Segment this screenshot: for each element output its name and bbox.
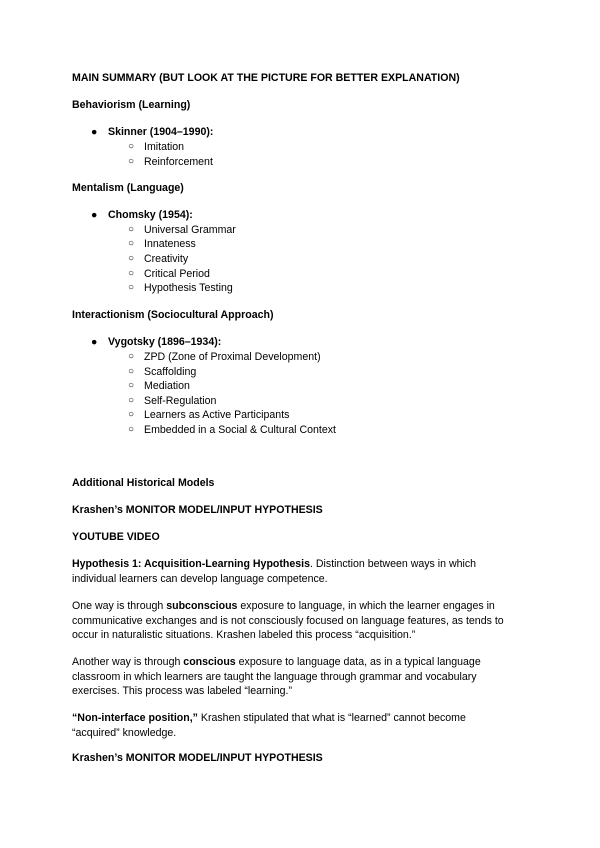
list-item: Embedded in a Social & Cultural Context [144, 424, 336, 436]
sub-bullet-icon: ○ [128, 380, 135, 391]
list-item: Universal Grammar [144, 224, 236, 236]
list-item: Creativity [144, 253, 189, 265]
list-item: Hypothesis Testing [144, 282, 233, 294]
sub-bullet-icon: ○ [128, 395, 135, 406]
sub-bullet-icon: ○ [128, 141, 135, 152]
main-summary-heading: MAIN SUMMARY (BUT LOOK AT THE PICTURE FOR BETTER EXPLANATION) [72, 72, 460, 84]
list-item: Reinforcement [144, 156, 213, 168]
sub-bullet-icon: ○ [128, 268, 135, 279]
hypothesis-1-title: Hypothesis 1: Acquisition-Learning Hypothesis [72, 558, 310, 570]
bullet-icon: ● [91, 209, 98, 221]
sub-bullet-icon: ○ [128, 424, 135, 435]
list-item: Critical Period [144, 268, 210, 280]
theorist-skinner: Skinner (1904–1990): [108, 126, 214, 138]
youtube-label: YOUTUBE VIDEO [72, 531, 160, 543]
conscious-paragraph: Another way is through conscious exposure to language data, as in a typical language classroom in which learners are taught the language through grammar and vocabulary exercises. This process was labeled “learning.” [72, 656, 481, 698]
list-item: ZPD (Zone of Proximal Development) [144, 351, 321, 363]
sub-bullet-icon: ○ [128, 238, 135, 249]
bullet-icon: ● [91, 336, 98, 348]
section-heading-mentalism: Mentalism (Language) [72, 182, 184, 194]
krashen-heading: Krashen’s MONITOR MODEL/INPUT HYPOTHESIS [72, 504, 323, 516]
sub-bullet-icon: ○ [128, 351, 135, 362]
krashen-heading-repeat: Krashen’s MONITOR MODEL/INPUT HYPOTHESIS [72, 752, 323, 764]
theorist-chomsky: Chomsky (1954): [108, 209, 193, 221]
sub-bullet-icon: ○ [128, 156, 135, 167]
bullet-icon: ● [91, 126, 98, 138]
conscious-term: conscious [183, 656, 236, 668]
non-interface-paragraph: “Non-interface position,” Krashen stipulated that what is “learned” cannot become “acquired” knowledge. [72, 712, 466, 739]
hypothesis-1-paragraph: Hypothesis 1: Acquisition-Learning Hypothesis. Distinction between ways in which individual learners can develop language competence. [72, 558, 477, 585]
non-interface-term: “Non-interface position,” [72, 712, 198, 724]
additional-heading: Additional Historical Models [72, 477, 215, 489]
list-item: Imitation [144, 141, 185, 153]
sub-bullet-icon: ○ [128, 253, 135, 264]
section-heading-behaviorism: Behaviorism (Learning) [72, 99, 191, 111]
sub-bullet-icon: ○ [128, 224, 135, 235]
list-item: Self-Regulation [144, 395, 217, 407]
sub-bullet-icon: ○ [128, 366, 135, 377]
sub-bullet-icon: ○ [128, 409, 135, 420]
list-item: Mediation [144, 380, 190, 392]
list-item: Scaffolding [144, 366, 197, 378]
list-item: Innateness [144, 238, 196, 250]
list-item: Learners as Active Participants [144, 409, 290, 421]
theorist-vygotsky: Vygotsky (1896–1934): [108, 336, 222, 348]
sub-bullet-icon: ○ [128, 282, 135, 293]
subconscious-paragraph: One way is through subconscious exposure to language, in which the learner engages in communicative exchanges and is not consciously focused on language features, as tends to occur in naturalistic situations. Krashen labeled this process “acquisition.” [72, 600, 504, 642]
section-heading-interactionism: Interactionism (Sociocultural Approach) [72, 309, 274, 321]
subconscious-term: subconscious [166, 600, 238, 612]
